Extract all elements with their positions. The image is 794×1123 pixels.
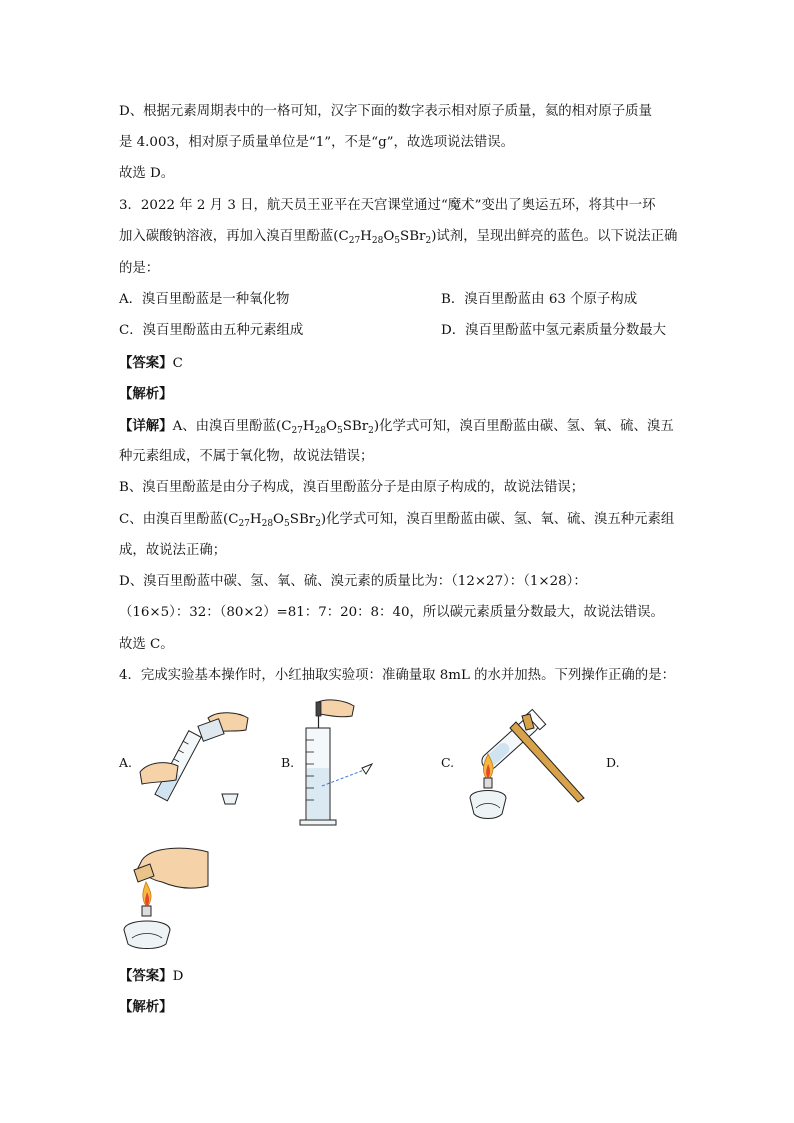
text-line: 故选 D。 [119,166,175,181]
lighting-alcohol-lamp-illustration [116,842,216,952]
detail-line: D、溴百里酚蓝中碳、氢、氧、硫、溴元素的质量比为：（12×27）：（1×28）： [119,574,587,589]
option-a: A．溴百里酚蓝是一种氧化物 [119,292,290,307]
detail-line: 种元素组成，不属于氧化物，故说法错误； [119,449,374,464]
question-3-stem: 的是： [119,261,160,276]
analysis-label: 【解析】 [119,999,173,1015]
pouring-into-cylinder-illustration [138,708,258,810]
detail-line: B、溴百里酚蓝是由分子构成，溴百里酚蓝分子是由原子构成的，故说法错误； [119,480,585,495]
option-b: B．溴百里酚蓝由 63 个原子构成 [441,292,638,307]
answer-line: 【答案】C [119,355,183,371]
text-line: 是 4.003，相对原子质量单位是“1”，不是“g”，故选项说法错误。 [119,135,515,150]
detail-line: （16×5）：32：（80×2）=81：7：20：8：40，所以碳元素质量分数最大，故说法错误。 [119,605,664,620]
question-3-stem: 加入碳酸钠溶液，再加入溴百里酚蓝$(C_{27}H_{28}O_5SBr_2)$试剂，呈现出鲜亮的蓝色。以下说法正确 [119,229,678,246]
answer-line: 【答案】D [119,968,184,984]
figure-label-b: B. [281,755,295,770]
text-line: D、根据元素周期表中的一格可知，汉字下面的数字表示相对原子质量，氦的相对原子质量 [119,104,652,119]
heating-test-tube-illustration [456,702,590,824]
analysis-label: 【解析】 [119,386,173,402]
figure-label-d: D. [606,755,620,770]
detail-line: 【详解】A、由溴百里酚蓝$(C_{27}H_{28}O_5SBr_2)$化学式可知，溴百里酚蓝由碳、氢、氧、硫、溴五 [119,418,674,436]
text-line: 故选 C。 [119,637,174,652]
figure-label-c: C. [441,755,455,770]
detail-line: 成，故说法正确； [119,543,227,558]
question-4-stem: 4．完成实验基本操作时，小红抽取实验项：准确量取 8mL 的水并加热。下列操作正确的是： [119,668,675,683]
option-d: D．溴百里酚蓝中氢元素质量分数最大 [441,323,666,338]
reading-cylinder-illustration [294,698,384,830]
question-3-stem: 3．2022 年 2 月 3 日，航天员王亚平在天宫课堂通过“魔术”变出了奥运五环，将其中一环 [119,198,656,213]
detail-line: C、由溴百里酚蓝$(C_{27}H_{28}O_5SBr_2)$化学式可知，溴百里酚蓝由碳、氢、氧、硫、溴五种元素组 [119,512,675,529]
option-c: C．溴百里酚蓝由五种元素组成 [119,323,304,338]
figure-label-a: A. [119,755,133,770]
